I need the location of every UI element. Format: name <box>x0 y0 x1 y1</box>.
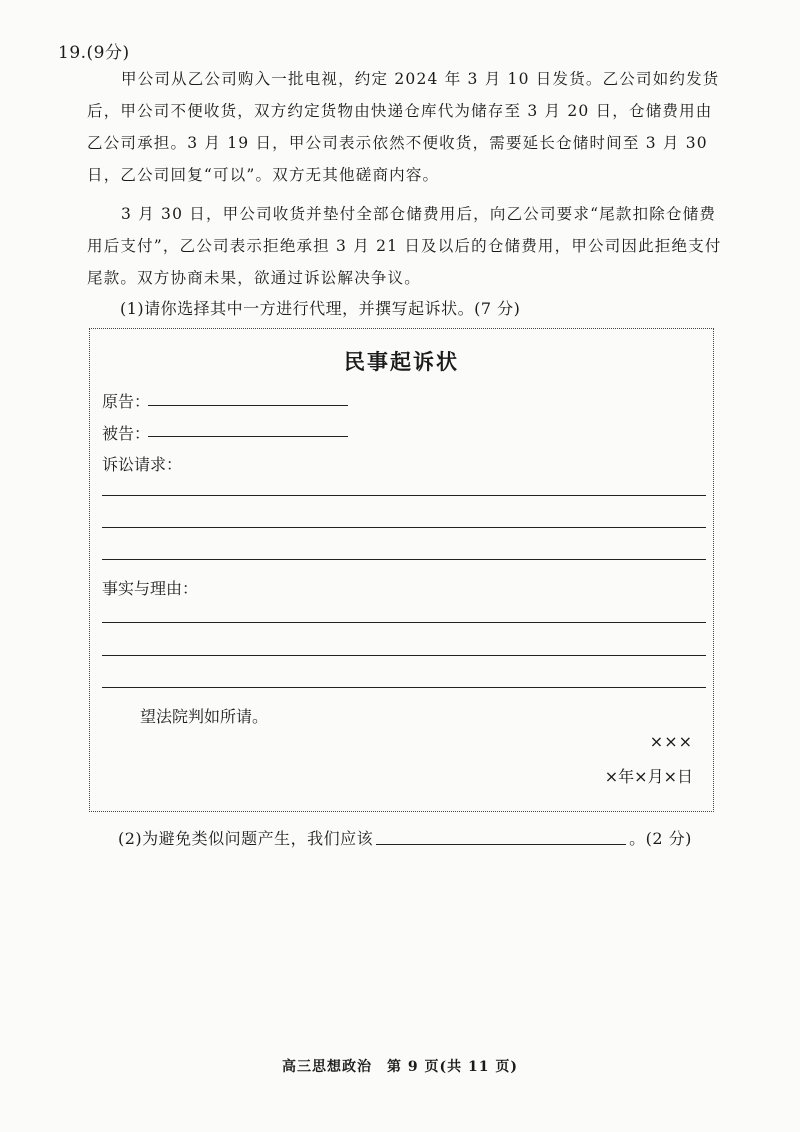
facts-label: 事实与理由： <box>102 579 199 598</box>
signature: ××× <box>649 732 693 751</box>
claims-answer-line[interactable] <box>102 559 706 560</box>
sub-question-2-prefix: (2)为避免类似问题产生，我们应该 <box>118 829 374 848</box>
defendant-answer-line[interactable] <box>148 436 348 437</box>
sub-question-2-suffix: 。(2 分) <box>629 829 692 848</box>
claims-label: 诉讼请求： <box>102 455 183 474</box>
sub-question-2-answer-line[interactable] <box>376 844 626 845</box>
defendant-label: 被告： <box>102 424 151 443</box>
question-paragraph-2: 3 月 30 日，甲公司收货并垫付全部仓储费用后，向乙公司要求“尾款扣除仓储费用后支付”，乙公司表示拒绝承担 3 月 21 日及以后的仓储费用，甲公司因此拒绝支付尾款。双方协商未果，欲通过诉讼解决争议。 <box>87 205 722 287</box>
plaintiff-label: 原告： <box>102 392 151 411</box>
question-number: 19.(9分) <box>58 43 130 63</box>
claims-answer-line[interactable] <box>102 495 706 496</box>
form-title: 民事起诉状 <box>344 350 459 374</box>
sub-question-2 <box>118 826 692 849</box>
facts-answer-line[interactable] <box>102 622 706 623</box>
date: ×年×月×日 <box>604 767 693 786</box>
closing-statement: 望法院判如所请。 <box>140 707 269 726</box>
complaint-form <box>89 328 714 812</box>
sub-question-1: (1)请你选择其中一方进行代理，并撰写起诉状。(7 分) <box>120 299 521 318</box>
facts-answer-line[interactable] <box>102 687 706 688</box>
page-footer: 高三思想政治 第 9 页(共 11 页) <box>282 1059 518 1075</box>
plaintiff-answer-line[interactable] <box>148 405 348 406</box>
question-paragraph-1: 甲公司从乙公司购入一批电视，约定 2024 年 3 月 10 日发货。乙公司如约发货后，甲公司不便收货，双方约定货物由快递仓库代为储存至 3 月 20 日，仓储费用由乙公司承担。3 月 19 日，甲公司表示依然不便收货，需要延长仓储时间至 3 月 30 日，乙公司回复“可以”。双方无其他磋商内容。 <box>87 70 720 184</box>
facts-answer-line[interactable] <box>102 655 706 656</box>
claims-answer-line[interactable] <box>102 527 706 528</box>
